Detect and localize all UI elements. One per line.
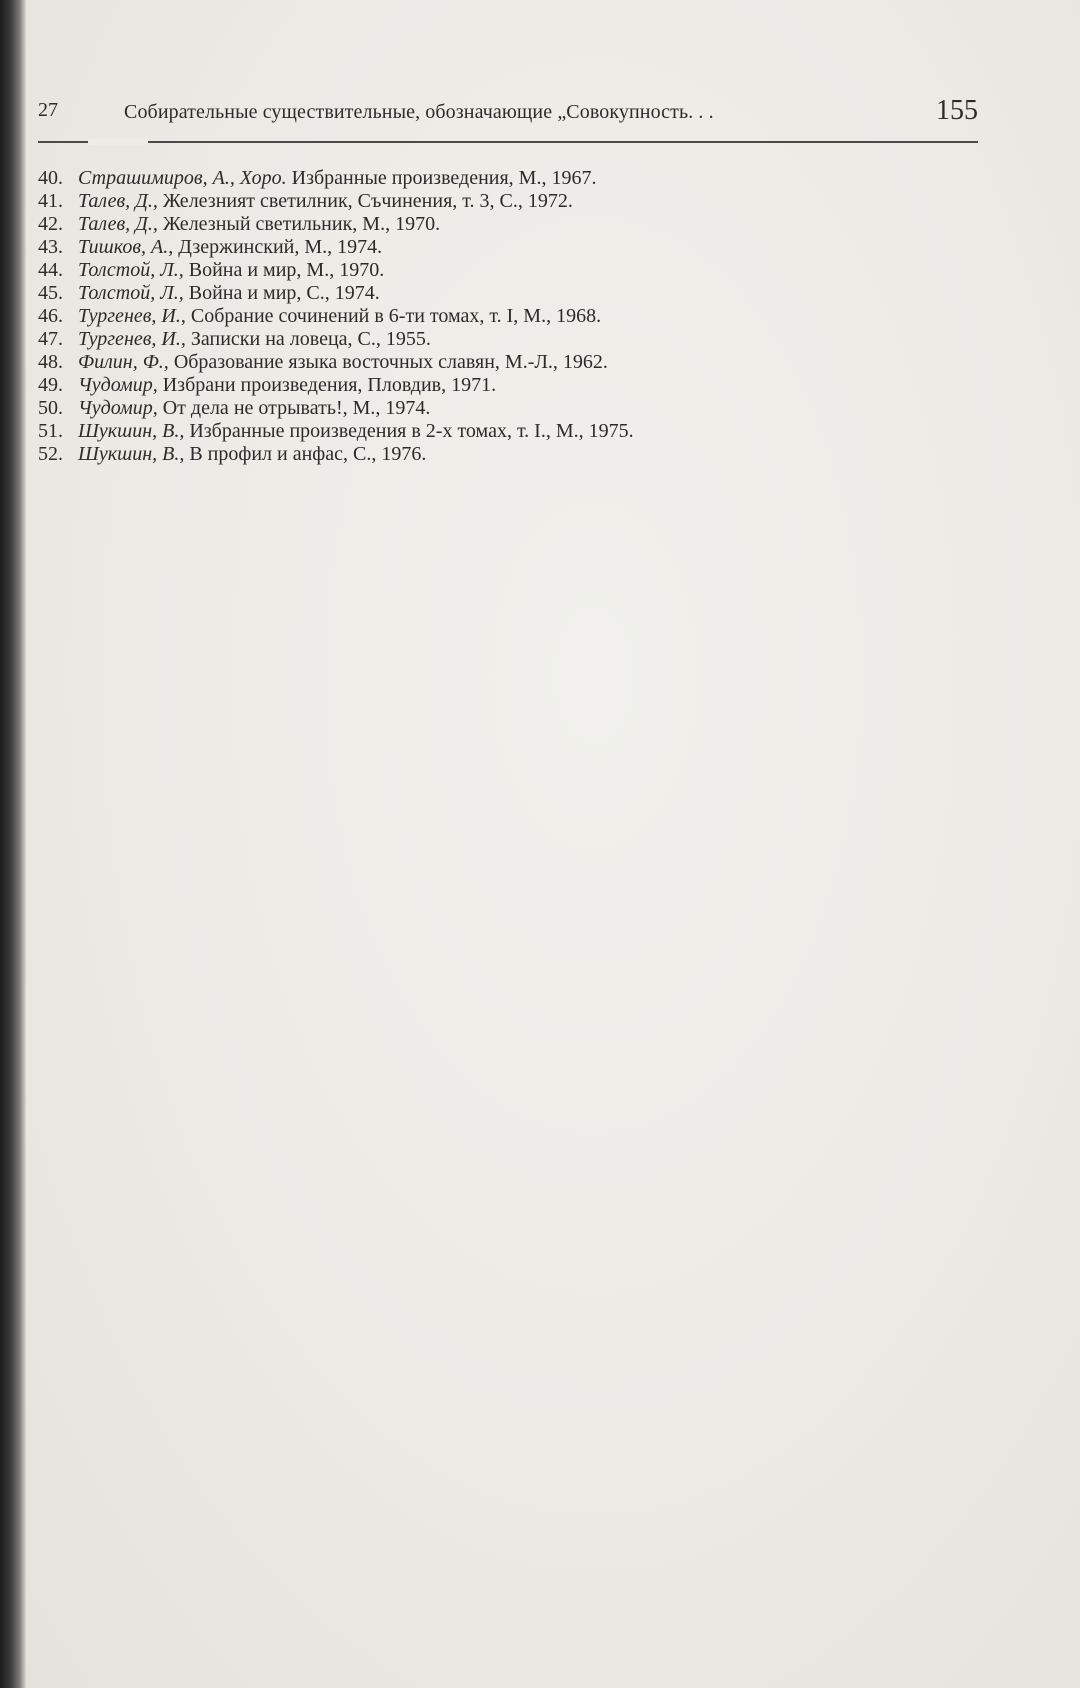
bibliography-list bbox=[38, 167, 978, 466]
entry-author: Талев, Д., bbox=[78, 213, 158, 235]
entry-number: 46. bbox=[38, 305, 63, 327]
entry-text: Образование языка восточных славян, М.-Л., 1962. bbox=[168, 351, 608, 373]
entry-author: Шукшин, В., bbox=[78, 420, 185, 442]
bibliography-item bbox=[38, 282, 978, 305]
entry-text: Записки на ловеца, С., 1955. bbox=[185, 328, 431, 350]
entry-author: Филин, Ф., bbox=[78, 351, 169, 373]
entry-number: 51. bbox=[38, 420, 63, 442]
bibliography-item bbox=[38, 397, 978, 420]
entry-number: 45. bbox=[38, 282, 63, 304]
entry-number: 52. bbox=[38, 443, 63, 465]
entry-text: Дзержинский, М., 1974. bbox=[173, 236, 383, 258]
entry-number: 47. bbox=[38, 328, 63, 350]
entry-text: В профил и анфас, С., 1976. bbox=[184, 443, 427, 465]
entry-text: Война и мир, М., 1970. bbox=[183, 259, 385, 281]
bibliography-item bbox=[38, 443, 978, 466]
bibliography-item bbox=[38, 351, 978, 374]
bibliography-item bbox=[38, 374, 978, 397]
page-header bbox=[36, 95, 976, 135]
entry-author: Чудомир, bbox=[78, 397, 158, 419]
entry-author: Шукшин, В., bbox=[78, 443, 185, 465]
bibliography-item bbox=[38, 213, 978, 236]
entry-author: Талев, Д., bbox=[78, 190, 158, 212]
entry-author: Чудомир, bbox=[78, 374, 158, 396]
entry-text: Железный светильник, М., 1970. bbox=[157, 213, 441, 235]
bibliography-item bbox=[38, 236, 978, 259]
entry-text: Избрани произведения, Пловдив, 1971. bbox=[157, 374, 497, 396]
entry-author: Страшимиров, А., Хоро. bbox=[78, 167, 287, 189]
chapter-number: 27 bbox=[38, 99, 58, 121]
entry-author: Тургенев, И., bbox=[78, 305, 186, 327]
bibliography-item bbox=[38, 190, 978, 213]
entry-author: Тургенев, И., bbox=[78, 328, 186, 350]
entry-text: Война и мир, С., 1974. bbox=[183, 282, 380, 304]
bibliography-item bbox=[38, 305, 978, 328]
entry-text: Избранные произведения в 2-х томах, т. I., М., 1975. bbox=[184, 420, 634, 442]
header-rule-gap bbox=[88, 139, 148, 145]
entry-author: Тишков, А., bbox=[78, 236, 174, 258]
entry-number: 43. bbox=[38, 236, 63, 258]
bibliography-item bbox=[38, 259, 978, 282]
entry-number: 49. bbox=[38, 374, 63, 396]
entry-text: Собрание сочинений в 6-ти томах, т. I, М., 1968. bbox=[185, 305, 602, 327]
page-number: 155 bbox=[936, 95, 978, 126]
header-rule bbox=[38, 141, 978, 143]
running-title: Собирательные существительные, обозначающие „Совокупность. . . bbox=[124, 101, 714, 123]
entry-number: 42. bbox=[38, 213, 63, 235]
entry-number: 48. bbox=[38, 351, 63, 373]
entry-text: Железният светилник, Съчинения, т. 3, С., 1972. bbox=[157, 190, 573, 212]
bibliography-item bbox=[38, 420, 978, 443]
entry-text: Избранные произведения, М., 1967. bbox=[286, 167, 597, 189]
bibliography-item bbox=[38, 328, 978, 351]
book-spine-shadow bbox=[0, 0, 26, 1688]
entry-text: От дела не отрывать!, М., 1974. bbox=[157, 397, 431, 419]
entry-number: 41. bbox=[38, 190, 63, 212]
entry-number: 40. bbox=[38, 167, 63, 189]
entry-number: 50. bbox=[38, 397, 63, 419]
entry-number: 44. bbox=[38, 259, 63, 281]
entry-author: Толстой, Л., bbox=[78, 259, 184, 281]
bibliography-item bbox=[38, 167, 978, 190]
entry-author: Толстой, Л., bbox=[78, 282, 184, 304]
